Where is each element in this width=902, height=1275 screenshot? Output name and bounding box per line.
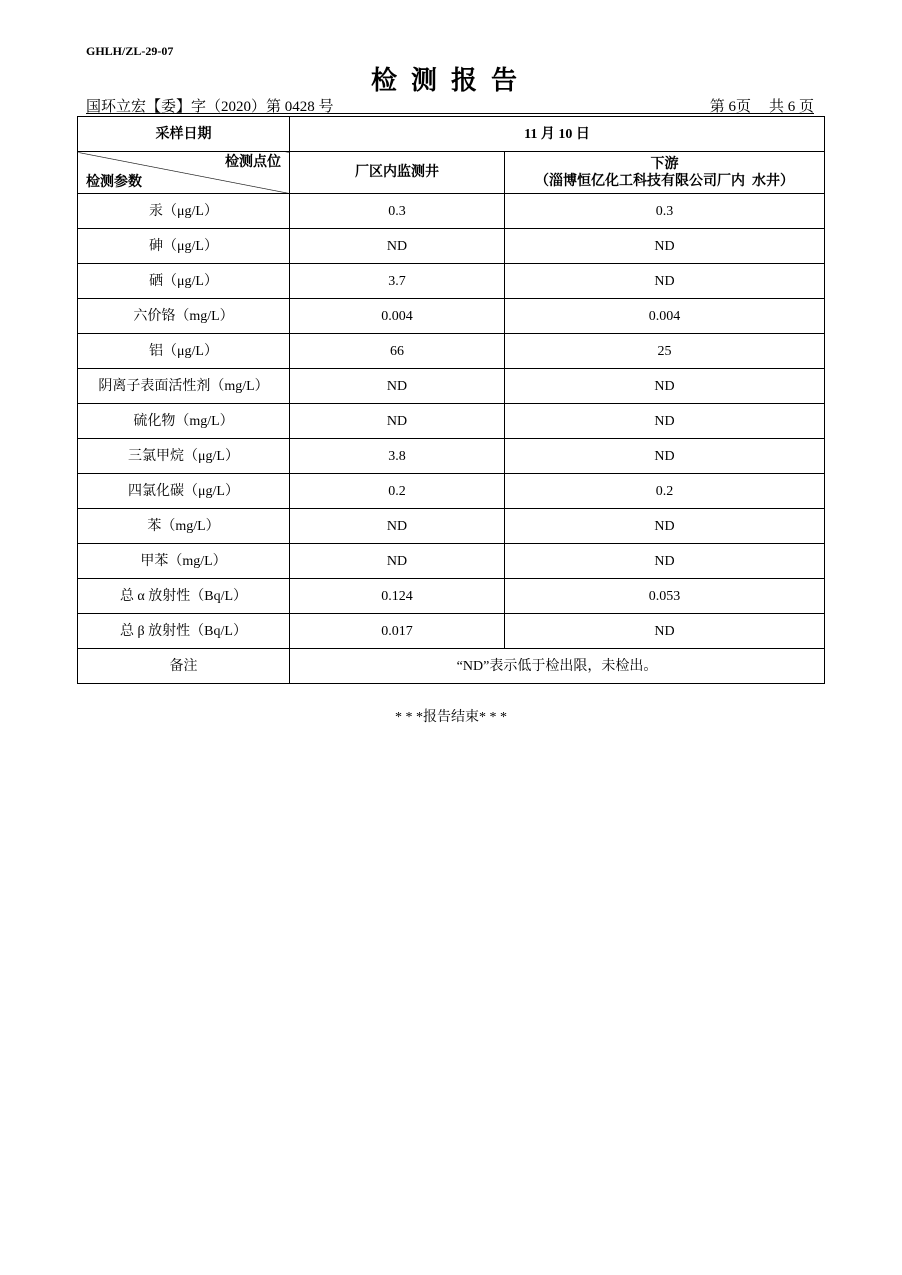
- param-cell: 汞（μg/L）: [78, 194, 290, 229]
- report-number: 国环立宏【委】字（2020）第 0428 号: [86, 99, 334, 115]
- col2-header-line1: 下游: [650, 156, 679, 172]
- col1-value-cell: ND: [290, 229, 505, 264]
- table-row: [78, 509, 825, 544]
- col1-value-cell: 3.7: [290, 264, 505, 299]
- param-cell: 苯（mg/L）: [78, 509, 290, 544]
- param-cell: 六价铬（mg/L）: [78, 299, 290, 334]
- col2-value-cell: 0.3: [505, 194, 825, 229]
- param-cell: 四氯化碳（μg/L）: [78, 474, 290, 509]
- remark-text: “ND”表示低于检出限，未检出。: [290, 649, 825, 684]
- table-row: [78, 404, 825, 439]
- point-label: 检测点位: [225, 155, 281, 170]
- results-table: [77, 116, 825, 684]
- report-title: 检测报告: [370, 66, 531, 95]
- table-row: [78, 334, 825, 369]
- header-rule: [86, 113, 814, 114]
- col2-value-cell: 0.2: [505, 474, 825, 509]
- col1-value-cell: 0.017: [290, 614, 505, 649]
- param-cell: 硒（μg/L）: [78, 264, 290, 299]
- page-total: 共 6 页: [768, 99, 814, 115]
- col2-value-cell: ND: [505, 229, 825, 264]
- col1-value-cell: ND: [290, 544, 505, 579]
- col2-value-cell: 0.053: [505, 579, 825, 614]
- remark-label: 备注: [78, 649, 290, 684]
- col2-value-cell: ND: [505, 369, 825, 404]
- param-cell: 总 α 放射性（Bq/L）: [78, 579, 290, 614]
- param-cell: 甲苯（mg/L）: [78, 544, 290, 579]
- table-row: [78, 194, 825, 229]
- table-row: [78, 264, 825, 299]
- table-row: [78, 229, 825, 264]
- table-row: [78, 474, 825, 509]
- param-cell: 阴离子表面活性剂（mg/L）: [78, 369, 290, 404]
- table-row: [78, 439, 825, 474]
- col1-value-cell: 3.8: [290, 439, 505, 474]
- col2-value-cell: 25: [505, 334, 825, 369]
- col2-value-cell: 0.004: [505, 299, 825, 334]
- col2-value-cell: ND: [505, 544, 825, 579]
- col2-header-line2: （淄博恒亿化工科技有限公司厂内 水井）: [535, 173, 794, 189]
- col1-value-cell: ND: [290, 404, 505, 439]
- col2-header: [505, 152, 825, 194]
- col1-value-cell: ND: [290, 369, 505, 404]
- param-cell: 铝（μg/L）: [78, 334, 290, 369]
- sample-date-row: [78, 117, 825, 152]
- sample-date-value: 11 月 10 日: [290, 117, 825, 152]
- col2-value-cell: ND: [505, 614, 825, 649]
- remark-row: [78, 649, 825, 684]
- col2-value-cell: ND: [505, 264, 825, 299]
- col1-value-cell: 0.3: [290, 194, 505, 229]
- document-code: GHLH/ZL-29-07: [86, 44, 174, 58]
- param-cell: 砷（μg/L）: [78, 229, 290, 264]
- col1-value-cell: ND: [290, 509, 505, 544]
- page-current: 第 6页: [709, 99, 751, 115]
- col1-value-cell: 0.124: [290, 579, 505, 614]
- param-label: 检测参数: [86, 175, 142, 190]
- sample-date-label: 采样日期: [78, 117, 290, 152]
- table-row: [78, 369, 825, 404]
- col1-value-cell: 0.2: [290, 474, 505, 509]
- col1-value-cell: 66: [290, 334, 505, 369]
- table-row: [78, 614, 825, 649]
- report-end-mark: * * *报告结束* * *: [395, 710, 507, 725]
- diagonal-header-cell: [78, 152, 290, 194]
- col2-value-cell: ND: [505, 509, 825, 544]
- param-cell: 总 β 放射性（Bq/L）: [78, 614, 290, 649]
- col2-value-cell: ND: [505, 404, 825, 439]
- param-cell: 三氯甲烷（μg/L）: [78, 439, 290, 474]
- column-header-row: [78, 152, 825, 194]
- col1-value-cell: 0.004: [290, 299, 505, 334]
- col2-value-cell: ND: [505, 439, 825, 474]
- table-row: [78, 544, 825, 579]
- table-row: [78, 579, 825, 614]
- col1-header: 厂区内监测井: [290, 152, 505, 194]
- param-cell: 硫化物（mg/L）: [78, 404, 290, 439]
- table-row: [78, 299, 825, 334]
